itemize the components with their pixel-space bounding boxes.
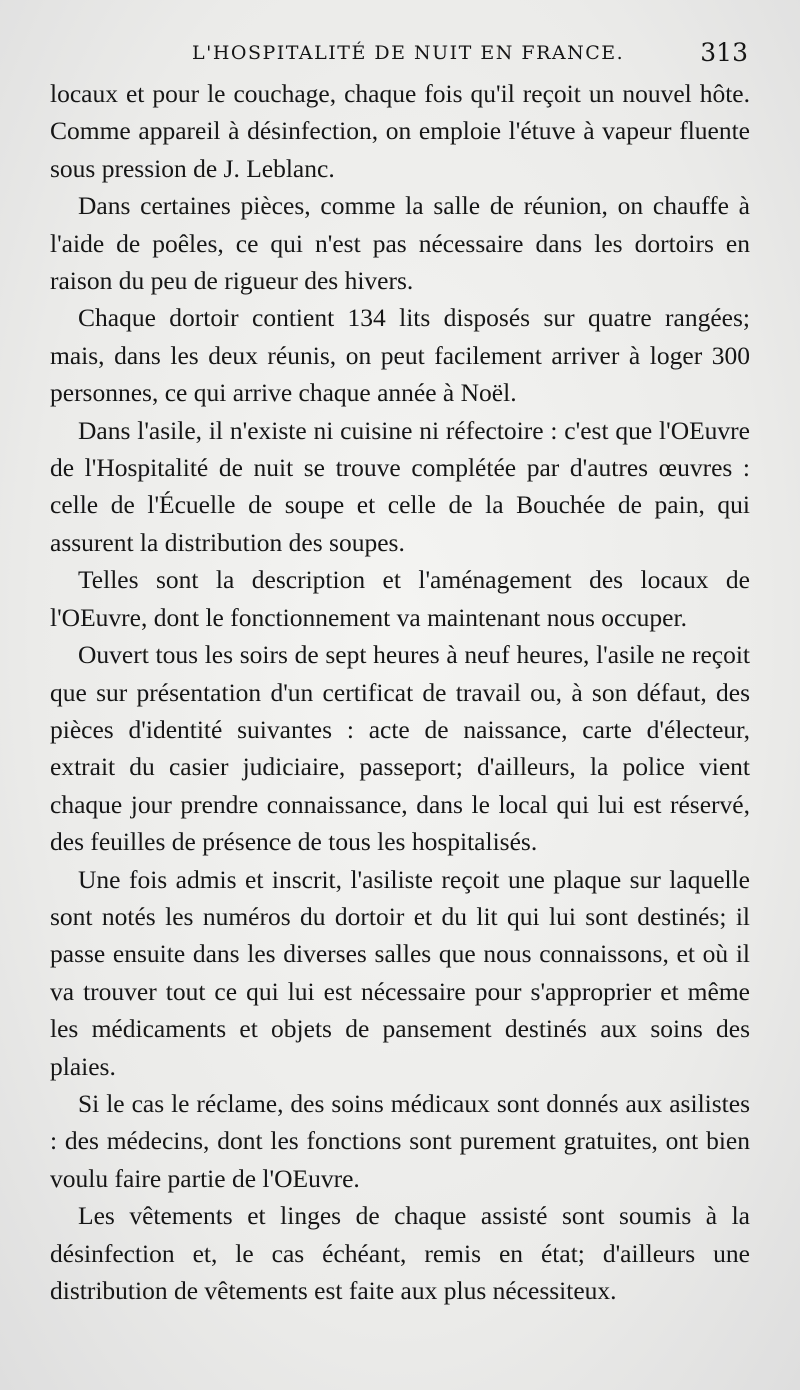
running-title: L'HOSPITALITÉ DE NUIT EN FRANCE.: [192, 42, 625, 64]
paragraph-kitchen: Dans l'asile, il n'existe ni cuisine ni réfectoire : c'est que l'OEuvre de l'Hospitalité de nuit se trouve complétée par d'autres œuvres : celle de l'Écuelle de soupe et celle de la Bouchée de pain, qui assurent la distribution des soupes.: [50, 415, 750, 557]
page-header: [0, 34, 800, 74]
paragraph-opening-hours: Ouvert tous les soirs de sept heures à neuf heures, l'asile ne reçoit que sur présentation d'un certificat de travail ou, à son défaut, des pièces d'identité suivantes : acte de naissance, carte d'électeur, extrait du casier judiciaire, passeport; d'ailleurs, la police vient chaque jour prendre connaissance, dans le local qui lui est réservé, des feuilles de présence de tous les hospitalisés.: [50, 640, 750, 857]
paragraph-continuation: locaux et pour le couchage, chaque fois qu'il reçoit un nouvel hôte. Comme appareil à désinfection, on emploie l'étuve à vapeur fluente sous pression de J. Leblanc.: [50, 79, 750, 183]
page-number: 313: [700, 38, 748, 67]
paragraph-dormitory: Chaque dortoir contient 134 lits disposés sur quatre rangées; mais, dans les deux réunis, on peut facilement arriver à loger 300 personnes, ce qui arrive chaque année à Noël.: [50, 303, 750, 408]
paragraph-description: Telles sont la description et l'aménagement des locaux de l'OEuvre, dont le fonctionnement va maintenant nous occuper.: [50, 565, 750, 632]
paragraph-admission: Une fois admis et inscrit, l'asiliste reçoit une plaque sur laquelle sont notés les numéros du dortoir et du lit qui lui sont destinés; il passe ensuite dans les diverses salles que nous connaissons, et où il va trouver tout ce qui lui est nécessaire pour s'approprier et même les médicaments et objets de pansement destinés aux soins des plaies.: [50, 864, 750, 1081]
paragraph-clothing: Les vêtements et linges de chaque assisté sont soumis à la désinfection et, le cas échéant, remis en état; d'ailleurs une distribution de vêtements est faite aux plus nécessiteux.: [50, 1201, 750, 1305]
body-text: [50, 75, 750, 1309]
paragraph-heating: Dans certaines pièces, comme la salle de réunion, on chauffe à l'aide de poêles, ce qui n'est pas nécessaire dans les dortoirs en raison du peu de rigueur des hivers.: [50, 191, 750, 296]
paragraph-medical-care: Si le cas le réclame, des soins médicaux sont donnés aux asilistes : des médecins, dont les fonctions sont purement gratuites, ont bien voulu faire partie de l'OEuvre.: [50, 1088, 750, 1193]
